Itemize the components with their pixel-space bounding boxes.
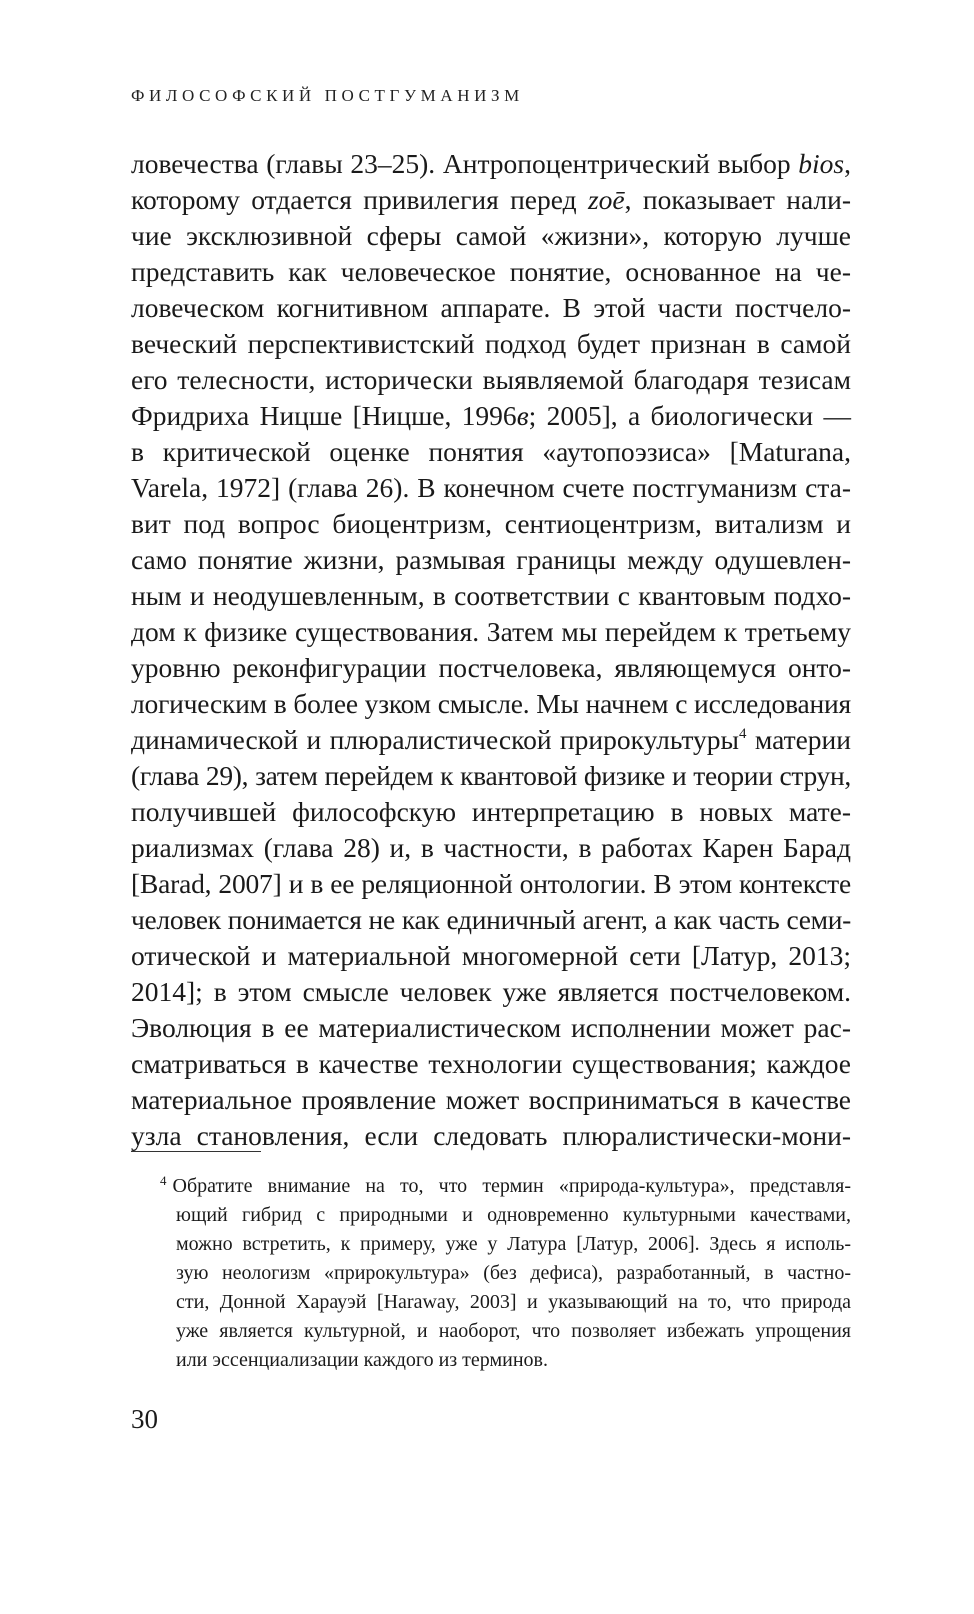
body-line-text: , [844, 148, 851, 179]
body-line [131, 866, 851, 902]
body-line-text: человек понимается не как единичный агент, а как часть семи- [131, 904, 851, 935]
body-line-text: в критической оценке понятия «аутопоэзиса» [Maturana, [131, 436, 851, 467]
footnote-reference[interactable]: 4 [738, 726, 747, 742]
body-line-text: 2014]; в этом смысле человек уже является постчеловеком. [131, 976, 851, 1007]
footnote-line [131, 1317, 851, 1346]
body-line-text: узла становления, если следовать плюралистически-мони- [131, 1120, 851, 1151]
body-line [131, 326, 851, 362]
footnote-line [131, 1288, 851, 1317]
body-line-text: ным и неодушевленным, в соответствии с квантовым подхо- [131, 580, 851, 611]
running-head: ФИЛОСОФСКИЙ ПОСТГУМАНИЗМ [131, 86, 524, 105]
body-line-text: чие эксклюзивной сферы самой «жизни», которую лучше [131, 220, 851, 251]
body-line-text: вит под вопрос биоцентризм, сентиоцентризм, витализм и [131, 508, 851, 539]
body-line-text: ; 2005], а биологически — [528, 400, 851, 431]
footnote-line-text: или эссенциализации каждого из терминов. [176, 1349, 548, 1371]
body-line [131, 722, 851, 758]
footnote [131, 1172, 851, 1375]
body-line-text: ловеческом когнитивном аппарате. В этой части постчело- [131, 292, 851, 323]
body-line [131, 218, 851, 254]
footnote-line [131, 1201, 851, 1230]
body-line-text: которому отдается привилегия перед [131, 184, 588, 215]
body-line [131, 542, 851, 578]
body-line [131, 650, 851, 686]
body-line-text: сматриваться в качестве технологии существования; каждое [131, 1048, 851, 1079]
body-line [131, 1046, 851, 1082]
body-line [131, 686, 851, 722]
footnote-mark: 4 [160, 1173, 167, 1188]
body-line [131, 146, 851, 182]
footnote-line [131, 1230, 851, 1259]
italic-term: в [516, 400, 529, 431]
body-line [131, 362, 851, 398]
body-line [131, 830, 851, 866]
body-line-text: само понятие жизни, размывая границы между одушевлен- [131, 544, 851, 575]
body-line [131, 290, 851, 326]
body-line-text: отической и материальной многомерной сети [Латур, 2013; [131, 940, 851, 971]
body-line [131, 902, 851, 938]
body-line [131, 182, 851, 218]
body-text [131, 146, 851, 1154]
body-line-text: (глава 29), затем перейдем к квантовой физике и теории струн, [131, 760, 851, 791]
body-line-text: Varela, 1972] (глава 26). В конечном счете постгуманизм ста- [131, 472, 851, 503]
body-line [131, 506, 851, 542]
body-line-text: [Barad, 2007] и в ее реляционной онтологии. В этом контексте [131, 868, 851, 899]
footnote-line-text: уже является культурной, и наоборот, что позволяет избежать упрощения [176, 1320, 851, 1342]
body-line-text: его телесности, исторически выявляемой благодаря тезисам [131, 364, 851, 395]
body-line-text: Эволюция в ее материалистическом исполнении может рас- [131, 1012, 851, 1043]
body-line [131, 398, 851, 434]
body-line [131, 434, 851, 470]
body-line-text: представить как человеческое понятие, основанное на че- [131, 256, 851, 287]
footnote-rule [131, 1151, 261, 1152]
footnote-line-text: зую неологизм «прирокультура» (без дефиса), разработанный, в частно- [176, 1262, 851, 1284]
body-line-text: риализмах (глава 28) и, в частности, в работах Карен Барад [131, 832, 851, 863]
italic-term: bios [798, 148, 845, 179]
body-line-text: ловечества (главы 23–25). Антропоцентрический выбор [131, 148, 799, 179]
body-line-text: Фридриха Ницше [Ницше, 1996 [131, 400, 517, 431]
body-line [131, 578, 851, 614]
body-line [131, 938, 851, 974]
body-line-text: материальное проявление может восприниматься в качестве [131, 1084, 851, 1115]
body-line [131, 1082, 851, 1118]
body-line-text: дом к физике существования. Затем мы перейдем к третьему [131, 616, 851, 647]
footnote-line [131, 1172, 851, 1201]
footnote-line-text: Обратите внимание на то, что термин «природа-культура», представля- [172, 1175, 851, 1197]
body-line-text: , показывает нали- [624, 184, 851, 215]
body-line-text: динамической и плюралистической прирокультуры [131, 724, 739, 755]
italic-term: zoē [587, 184, 625, 215]
footnote-line-text: сти, Донной Харауэй [Haraway, 2003] и указывающий на то, что природа [176, 1291, 851, 1313]
body-line [131, 1118, 851, 1154]
body-line-text: логическим в более узком смысле. Мы начнем с исследования [131, 688, 851, 719]
body-line [131, 758, 851, 794]
page-number: 30 [131, 1404, 158, 1434]
footnote-line-text: можно встретить, к примеру, уже у Латура [Латур, 2006]. Здесь я исполь- [176, 1233, 851, 1255]
footnote-line [131, 1346, 851, 1375]
body-line-text: материи [746, 724, 851, 755]
body-line [131, 794, 851, 830]
body-line [131, 614, 851, 650]
body-line [131, 470, 851, 506]
body-line [131, 974, 851, 1010]
footnote-line-text: ющий гибрид с природными и одновременно культурными качествами, [176, 1204, 851, 1226]
body-line-text: получившей философскую интерпретацию в новых мате- [131, 796, 851, 827]
body-line [131, 254, 851, 290]
footnote-line [131, 1259, 851, 1288]
body-line [131, 1010, 851, 1046]
body-line-text: уровню реконфигурации постчеловека, являющемуся онто- [131, 652, 851, 683]
body-line-text: веческий перспективистский подход будет признан в самой [131, 328, 851, 359]
